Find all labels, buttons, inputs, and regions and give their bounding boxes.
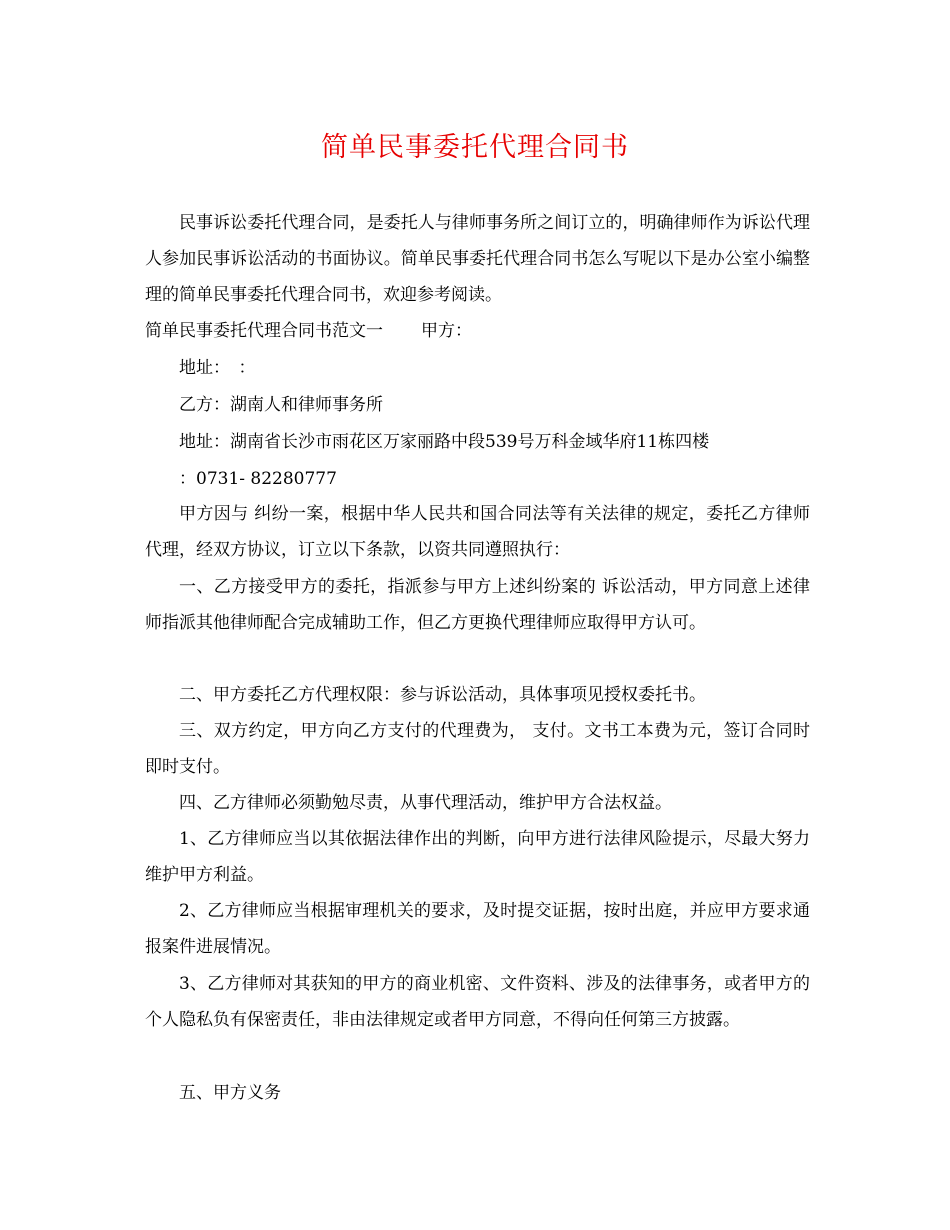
clause-1: 一、乙方接受甲方的委托，指派参与甲方上述纠纷案的 诉讼活动，甲方同意上述律师指派其他律师配合完成辅助工作，但乙方更换代理律师应取得甲方认可。 xyxy=(145,577,810,633)
party-a-address: 地址： ： xyxy=(179,358,256,378)
contract-preamble: 甲方因与 纠纷一案，根据中华人民共和国合同法等有关法律的规定，委托乙方律师代理，经双方协议，订立以下条款，以资共同遵照执行： xyxy=(145,504,810,560)
document-title: 简单民事委托代理合同书 xyxy=(321,132,629,163)
party-b-address: 地址：湖南省长沙市雨花区万家丽路中段539号万科金域华府11栋四楼 xyxy=(179,432,710,452)
clause-4-item-3: 3、乙方律师对其获知的甲方的商业机密、文件资料、涉及的法律事务，或者甲方的个人隐私负有保密责任，非由法律规定或者甲方同意，不得向任何第三方披露。 xyxy=(145,974,810,1030)
clause-4: 四、乙方律师必须勤勉尽责，从事代理活动，维护甲方合法权益。 xyxy=(179,793,672,813)
clause-5: 五、甲方义务 xyxy=(179,1083,281,1103)
clause-2: 二、甲方委托乙方代理权限：参与诉讼活动，具体事项见授权委托书。 xyxy=(179,685,706,705)
party-b-name: 乙方：湖南人和律师事务所 xyxy=(179,395,383,415)
clause-4-item-2: 2、乙方律师应当根据审理机关的要求，及时提交证据，按时出庭，并应甲方要求通报案件进展情况。 xyxy=(145,901,810,957)
clause-3: 三、双方约定，甲方向乙方支付的代理费为， 支付。文书工本费为元，签订合同时即时支付。 xyxy=(145,721,810,777)
party-b-phone: ：0731- 82280777 xyxy=(179,469,337,489)
party-a-label: 甲方： xyxy=(421,321,472,341)
intro-paragraph: 民事诉讼委托代理合同，是委托人与律师事务所之间订立的，明确律师作为诉讼代理人参加民事诉讼活动的书面协议。简单民事委托代理合同书怎么写呢以下是办公室小编整理的简单民事委托代理合同书，欢迎参考阅读。 xyxy=(145,213,810,305)
sample-heading-line xyxy=(145,313,810,349)
clause-4-item-1: 1、乙方律师应当以其依据法律作出的判断，向甲方进行法律风险提示，尽最大努力维护甲方利益。 xyxy=(145,829,810,885)
sample-heading: 简单民事委托代理合同书范文一 xyxy=(145,321,383,341)
